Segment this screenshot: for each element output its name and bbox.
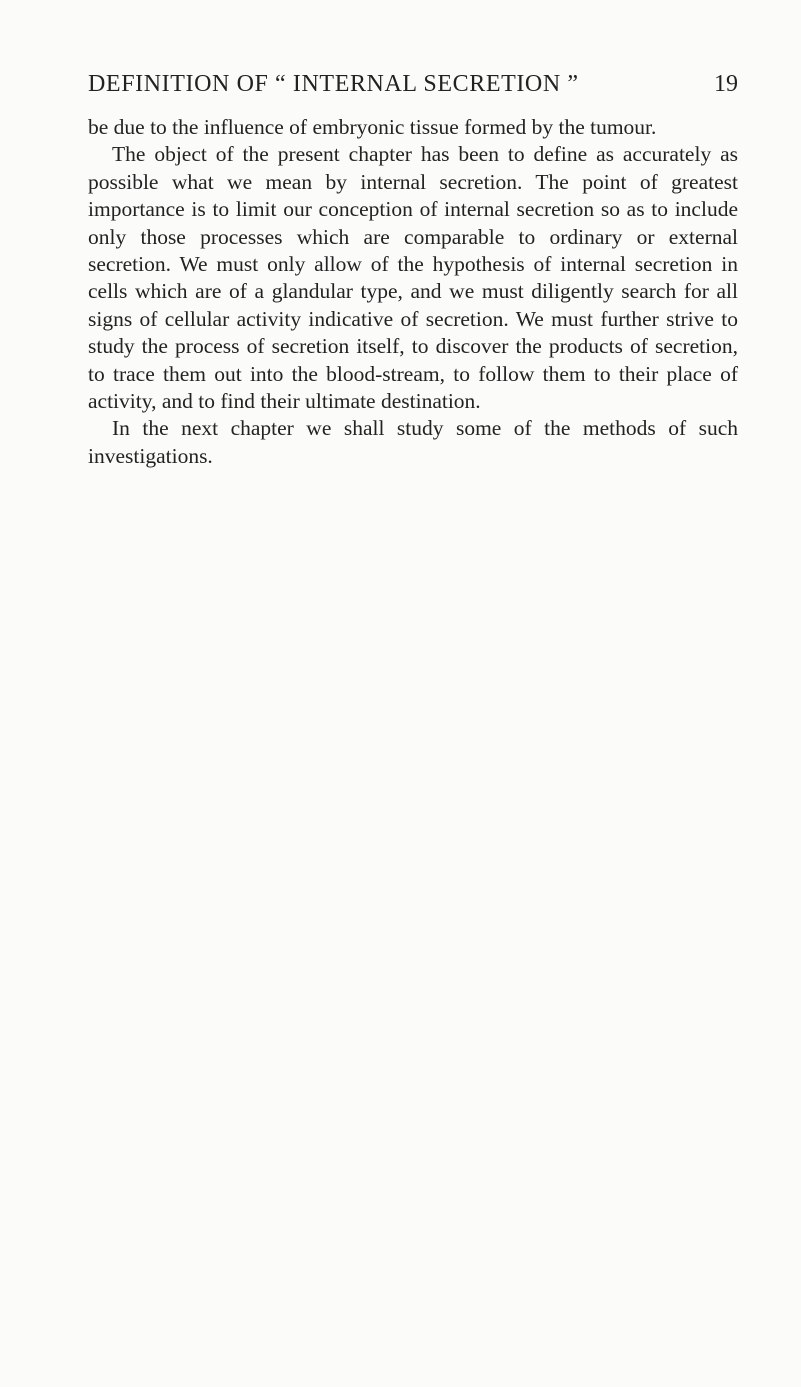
paragraph-chapter-object: The object of the present chapter has been to define as accurately as possible what we mean by internal secretion. The point of greatest importance is to limit our conception of internal secretion so as to include only those processes which are comparable to ordinary or external secretion. We must only allow of the hypothesis of internal secretion in cells which are of a glandular type, and we must diligently search for all signs of cellular activity indicative of secretion. We must further strive to study the process of secretion itself, to discover the products of secretion, to trace them out into the blood-stream, to follow them to their place of activity, and to find their ultimate destination. xyxy=(88,142,738,414)
page-number: 19 xyxy=(714,71,738,97)
paragraph-continuation: be due to the influence of embryonic tissue formed by the tumour. xyxy=(88,115,657,139)
body-text xyxy=(88,114,738,470)
running-title: DEFINITION OF “ INTERNAL SECRETION ” xyxy=(88,71,579,97)
running-header xyxy=(88,66,738,102)
paragraph-next-chapter: In the next chapter we shall study some of the methods of such investigations. xyxy=(88,416,738,468)
